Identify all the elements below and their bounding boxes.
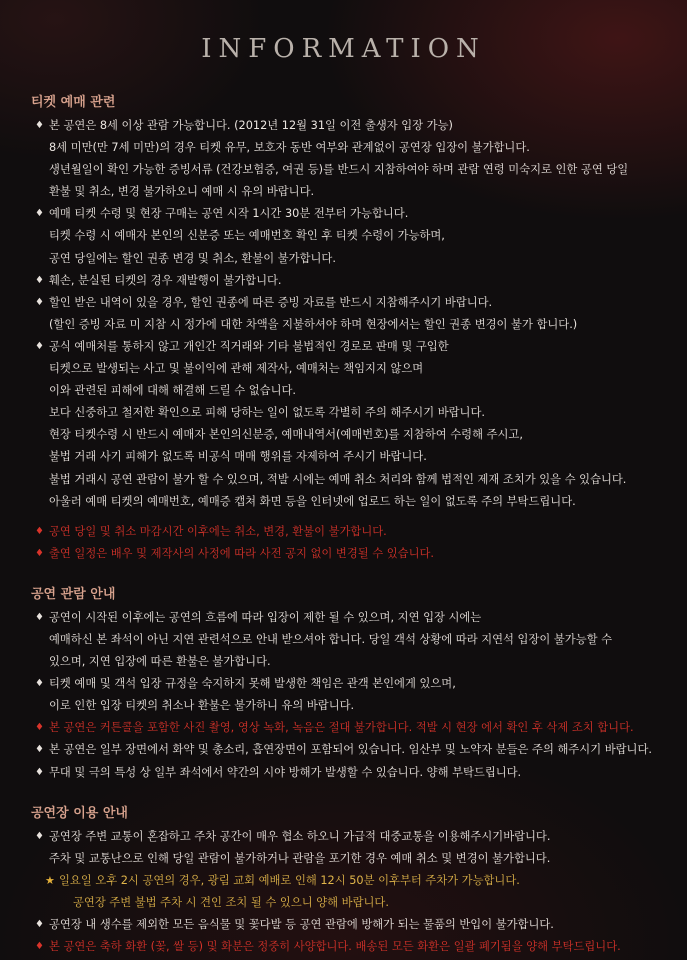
- item-text: 본 공연은 일부 장면에서 화약 및 총소리, 흡연장면이 포함되어 있습니다. 임산부 및 노약자 분들은 주의 해주시기 바랍니다.: [49, 743, 652, 757]
- item-text: 할인 받은 내역이 있을 경우, 할인 권종에 따른 증빙 자료를 반드시 지참해주시기 바랍니다.: [49, 295, 493, 309]
- item-text: 환불 및 취소, 변경 불가하오니 예매 시 유의 바랍니다.: [49, 185, 315, 199]
- item-text: (할인 증빙 자료 미 지참 시 정가에 대한 차액을 지불하셔야 하며 현장에서는 할인 권종 변경이 불가 합니다.): [49, 317, 578, 331]
- item-text: 있으며, 지연 입장에 따른 환불은 불가합니다.: [49, 655, 271, 669]
- warning-item: [35, 717, 671, 739]
- list-item: [35, 914, 671, 936]
- parking-note: [31, 870, 671, 914]
- item-text: 본 공연은 8세 이상 관람 가능합니다. (2012년 12월 31일 이전 출생자 입장 가능): [49, 119, 453, 132]
- diamond-bullet-icon: ♦: [35, 208, 44, 220]
- warning-item: [35, 543, 671, 565]
- item-text: 이와 관련된 피해에 대해 해결해 드릴 수 없습니다.: [49, 384, 296, 398]
- info-content: [31, 93, 671, 958]
- warning-text: 공연 당일 및 취소 마감시간 이후에는 취소, 변경, 환불이 불가합니다.: [49, 524, 387, 538]
- diamond-bullet-icon: ♦: [35, 274, 44, 286]
- item-text: 주차 및 교통난으로 인해 당일 관람이 불가하거나 관람을 포기한 경우 예매 취소 및 변경이 불가합니다.: [49, 851, 551, 865]
- warning-item: [35, 936, 671, 958]
- diamond-bullet-icon: ♦: [35, 678, 44, 690]
- list-item: [35, 203, 671, 269]
- diamond-bullet-icon: ♦: [35, 919, 44, 930]
- diamond-bullet-icon: ♦: [35, 340, 44, 352]
- item-text: 생년월일이 확인 가능한 증빙서류 (건강보험증, 여권 등)를 반드시 지참하여야 하며 관람 연령 미숙지로 인한 공연 당일: [49, 163, 629, 177]
- section-heading-ticket: 티켓 예매 관련: [31, 95, 116, 110]
- warning-text: 본 공연은 축하 화환 (꽃, 쌀 등) 및 화분은 정중히 사양합니다. 배송된 모든 화환은 일괄 폐기됨을 양해 부탁드립니다.: [49, 940, 621, 954]
- diamond-bullet-icon: ♦: [35, 120, 44, 131]
- note-text: 일요일 오후 2시 공연의 경우, 광림 교회 예배로 인해 12시 50분 이후부터 주차가 가능합니다.: [59, 873, 520, 887]
- section-heading-venue: 공연장 이용 안내: [31, 805, 128, 821]
- item-text: 현장 티켓수령 시 반드시 예매자 본인의신분증, 예매내역서(예매번호)를 지참하여 수령해 주시고,: [49, 428, 523, 442]
- item-text: 8세 미만(만 7세 미만)의 경우 티켓 유무, 보호자 동반 여부와 관계없이 공연장 입장이 불가합니다.: [49, 141, 530, 155]
- diamond-bullet-icon: ♦: [35, 525, 44, 537]
- item-text: 이로 인한 입장 티켓의 취소나 환불은 불가하니 유의 바랍니다.: [49, 699, 355, 713]
- list-item: [35, 826, 671, 870]
- diamond-bullet-icon: ♦: [35, 722, 44, 734]
- diamond-bullet-icon: ♦: [35, 941, 44, 953]
- list-item: [35, 292, 671, 336]
- item-text: 공연장 주변 교통이 혼잡하고 주차 공간이 매우 협소 하오니 가급적 대중교통을 이용해주시기바랍니다.: [49, 829, 551, 843]
- item-text: 훼손, 분실된 티켓의 경우 재발행이 불가합니다.: [49, 273, 282, 287]
- item-text: 공연장 내 생수를 제외한 모든 음식물 및 꽃다발 등 공연 관람에 방해가 되는 물품의 반입이 불가합니다.: [49, 918, 554, 931]
- diamond-bullet-icon: ♦: [35, 744, 44, 756]
- list-item: [35, 673, 671, 717]
- warning-text: 출연 일정은 배우 및 제작사의 사정에 따라 사전 공지 없이 변경될 수 있습니다.: [49, 546, 434, 560]
- item-text: 보다 신중하고 철저한 확인으로 피해 당하는 일이 없도록 각별히 주의 해주시기 바랍니다.: [49, 406, 485, 420]
- warning-item: [35, 521, 671, 543]
- diamond-bullet-icon: ♦: [35, 830, 44, 842]
- item-text: 불법 거래 사기 피해가 없도록 비공식 매매 행위를 자제하여 주시기 바랍니다.: [49, 450, 427, 464]
- list-item: [35, 607, 671, 673]
- note-text: 공연장 주변 불법 주차 시 견인 조치 될 수 있으니 양해 바랍니다.: [73, 895, 389, 909]
- item-text: 티켓으로 발생되는 사고 및 불이익에 관해 제작사, 예매처는 책임지지 않으며: [49, 362, 424, 376]
- warning-text: 본 공연은 커튼콜을 포함한 사진 촬영, 영상 녹화, 녹음은 절대 불가합니다. 적발 시 현장 에서 확인 후 삭제 조치 합니다.: [49, 721, 634, 735]
- item-text: 예매 티켓 수령 및 현장 구매는 공연 시작 1시간 30분 전부터 가능합니다.: [49, 207, 409, 221]
- page-title: INFORMATION: [201, 34, 486, 64]
- item-text: 티켓 예매 및 객석 입장 규정을 숙지하지 못해 발생한 책임은 관객 본인에게 있으며,: [49, 677, 456, 691]
- item-text: 예매하신 본 좌석이 아닌 지연 관련석으로 안내 받으셔야 합니다. 당일 객석 상황에 따라 지연석 입장이 불가능할 수: [49, 632, 613, 646]
- item-text: 무대 및 극의 특성 상 일부 좌석에서 약간의 시야 방해가 발생할 수 있습니다. 양해 부탁드립니다.: [49, 765, 522, 779]
- diamond-bullet-icon: ♦: [35, 611, 44, 623]
- item-text: 공연이 시작된 이후에는 공연의 흐름에 따라 입장이 제한 될 수 있으며, 지연 입장 시에는: [49, 610, 482, 624]
- item-text: 공식 예매처를 통하지 않고 개인간 직거래와 기타 불법적인 경로로 판매 및 구입한: [49, 339, 449, 353]
- diamond-bullet-icon: ♦: [35, 766, 44, 778]
- list-item: [35, 739, 671, 761]
- item-text: 불법 거래시 공연 관람이 불가 할 수 있으며, 적발 시에는 예매 취소 처리와 함께 법적인 제재 조치가 있을 수 있습니다.: [49, 472, 627, 486]
- diamond-bullet-icon: ♦: [35, 547, 44, 559]
- diamond-bullet-icon: ♦: [35, 296, 44, 308]
- item-text: 티켓 수령 시 예매자 본인의 신분증 또는 예매번호 확인 후 티켓 수령이 가능하며,: [49, 229, 445, 243]
- item-text: 공연 당일에는 할인 권종 변경 및 취소, 환불이 불가합니다.: [49, 251, 336, 265]
- star-icon: ★: [45, 873, 55, 887]
- list-item: [35, 762, 671, 784]
- item-text: 아울러 예매 티켓의 예매번호, 예매증 캡쳐 화면 등을 인터넷에 업로드 하는 일이 없도록 주의 부탁드립니다.: [49, 494, 576, 508]
- list-item: [35, 270, 671, 292]
- list-item: [35, 336, 671, 513]
- section-heading-viewing: 공연 관람 안내: [31, 586, 116, 602]
- list-item: [35, 115, 671, 203]
